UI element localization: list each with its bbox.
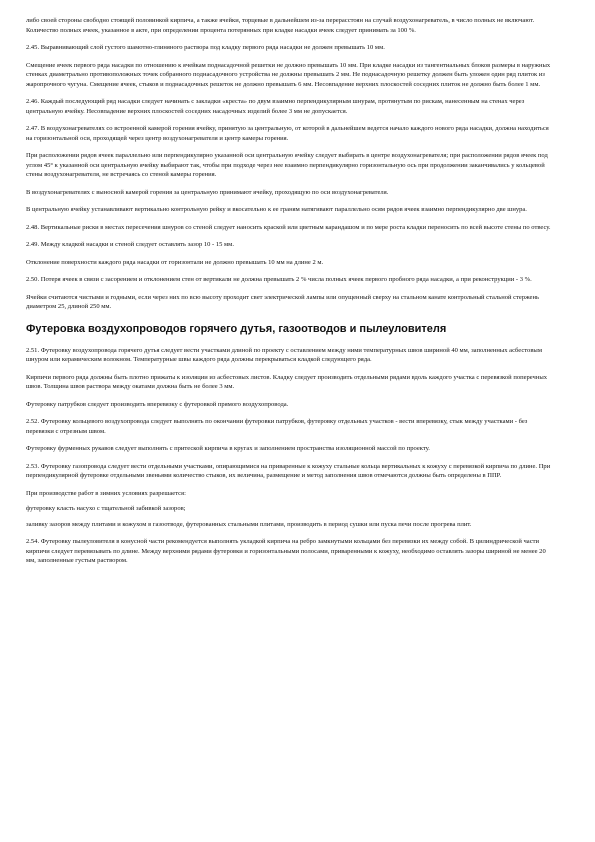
paragraph: 2.49. Между кладкой насадки и стеной следует оставлять зазор 10 - 15 мм.: [26, 241, 234, 248]
paragraph: Футеровку фурменных рукавов следует выполнять с притеской кирпича в кругах и заполнением пространства изоляционной массой по проекту.: [26, 445, 430, 452]
paragraph: В воздухонагревателях с выносной камерой горения за центральную принимают ячейку, проходящую по оси воздухонагревателя.: [26, 188, 389, 196]
paragraph: В центральную ячейку устанавливают вертикально контрольную рейку и вкосательно к ее граням натягивают параллельно осям рядов ячеек взаимно перпендикулярно две шнура.: [26, 206, 527, 213]
paragraph: 2.51. Футеровку воздухопровода горячего дутья следует вести участками длиной по проекту с оставлением между ними температурных швов шириной 40 мм, заполненных асбестовым шнуром или керамическим волокном. Температурные швы каждого ряда должны перекрываться кладкой следующего ряда.: [26, 346, 542, 363]
paragraph: 2.54. Футеровку пылеуловителя в конусной части рекомендуется выполнять укладкой кирпича на ребро замкнутыми кольцами без перевязки их между собой. В цилиндрической части кирпичи следует перевязывать по длине. Между верхними рядами футеровки и горизонтальными полосами, приваренными к кожуху, необходимо оставлять зазоры шириной не менее 20 мм, заполненные густым раствором.: [26, 538, 546, 564]
paragraph: 2.47. В воздухонагревателях со встроенной камерой горения ячейку, принятую за центральную, от которой в дальнейшем ведется начало каждого нового ряда насадки, должна находиться на горизонтальной оси, проходящей через центр воздухонагревателя и центр камеры горения.: [26, 125, 549, 142]
paragraph: футеровку класть насухо с тщательной забивкой зазоров;: [26, 505, 186, 512]
paragraph: Футеровку патрубков следует производить вперевязку с футеровкой прямого воздухопровода.: [26, 400, 289, 408]
paragraph: Кирпичи первого ряда должны быть плотно прижаты к изоляции из асбестовых листов. Кладку следует производить отдельными рядами вдоль каждого участка с перевязкой поперечных швов. Толщина швов раствора между окатами должна быть не более 3 мм.: [26, 373, 547, 390]
paragraph: 2.52. Футеровку кольцевого воздухопровода следует выполнять по окончании футеровки патрубков, футеровку отдельных участков - вести вперевязку, стык между участками - без перевязки с отрезным швом.: [26, 418, 528, 435]
paragraph: 2.46. Каждый последующий ряд насадки следует начинать с закладки «креста» по двум взаимно перпендикулярным шнурам, протянутым по рискам, нанесенным на стенах через центральную ячейку. Несовпадение верхних плоскостей соседних насадочных изделий более 3 мм не допускается.: [26, 98, 525, 115]
paragraph: Отклонение поверхности каждого ряда насадки от горизонтали не должно превышать 10 мм на длине 2 м.: [26, 258, 324, 266]
paragraph: Ячейки считаются чистыми и годными, если через них по всю высоту проходит свет электрической лампы или опущенный сверху на стальном канате контрольный стальной стержень диаметром 25, длиной 250 мм.: [26, 293, 539, 310]
paragraph: Смещение ячеек первого ряда насадки по отношению к ячейкам поднасадочной решетки не должно превышать 10 мм. При кладке насадки из тангентиальных блоков размеры в наружных стенках диаметрально противоположных точек собранного поднасадочного устройства не должны превышать 2 мм. Не поднасадочную решетку должен быть уложен один ряд плиток из жаропрочного чугуна. Смещение ячеек, стыков и поднасадочных решеток не должно превышать 6 мм. Несовпадение верхних плоскостей соседних плиток не должно быть более 1 мм.: [26, 61, 551, 88]
paragraph: 2.45. Выравнивающий слой густого шамотно-глиняного раствора под кладку первого ряда насадки не должен превышать 10 мм.: [26, 44, 385, 51]
paragraph: 2.50. Потеря ячеек в связи с засорением и отклонением стен от вертикали не должна превышать 2 % числа полных ячеек первого пробного ряда насадки, а при реконструкции - 3 %.: [26, 276, 532, 283]
paragraph: заливку зазоров между плитами и кожухом в газоотводе, футерованных стальными плитами, производить в период сушки или пуска печи после прогрева плит.: [26, 520, 472, 528]
paragraph: При производстве работ в зимних условиях разрешается:: [26, 489, 186, 497]
paragraph: либо своей стороны свободно стоящей половинкой кирпича, а также ячейки, торцевые в дальнейшем из-за перерасстоян на случай воздухонагреватель, в число полных не включают. Количество полных ячеек, указанное в акте, при определении процента потерянных при кладке насадки ячеек следует принимать за 100 %.: [26, 17, 535, 34]
text-block-before: [26, 16, 555, 312]
paragraph: 2.53. Футеровку газопровода следует вести отдельными участками, опирающимися на приваренные к кожуху стальные кольца вертикальных к кожуху с перевязкой кирпича по длине. При перпендикулярной футеровке отдельными звеньями количество стыков, их величина, размещение и метод заполнения швов отмечаются должны быть определены в ППР.: [26, 462, 551, 479]
text-block-after: [26, 346, 555, 566]
section-heading: Футеровка воздухопроводов горячего дутья, газоотводов и пылеуловителя: [26, 322, 447, 335]
paragraph: 2.48. Вертикальные риски в местах пересечения шнуров со стеной следует наносить краской или цветным карандашом и по мере роста кладки переносить по всей высоте стены по отвесу.: [26, 223, 551, 231]
paragraph: При расположении рядов ячеек параллельно или перпендикулярно указанной оси центральную ячейку следует выбирать в центре воздухонагревателя; при расположении рядов ячеек под углом 45° к указанной оси центральную ячейку выбирают так, чтобы при подходе через нее взаимно перпендикулярно горизонтальную ось при продолжении заканчивались у кольцевой стены воздухонагревателя, не встречаясь со стеной камеры горения.: [26, 152, 548, 178]
